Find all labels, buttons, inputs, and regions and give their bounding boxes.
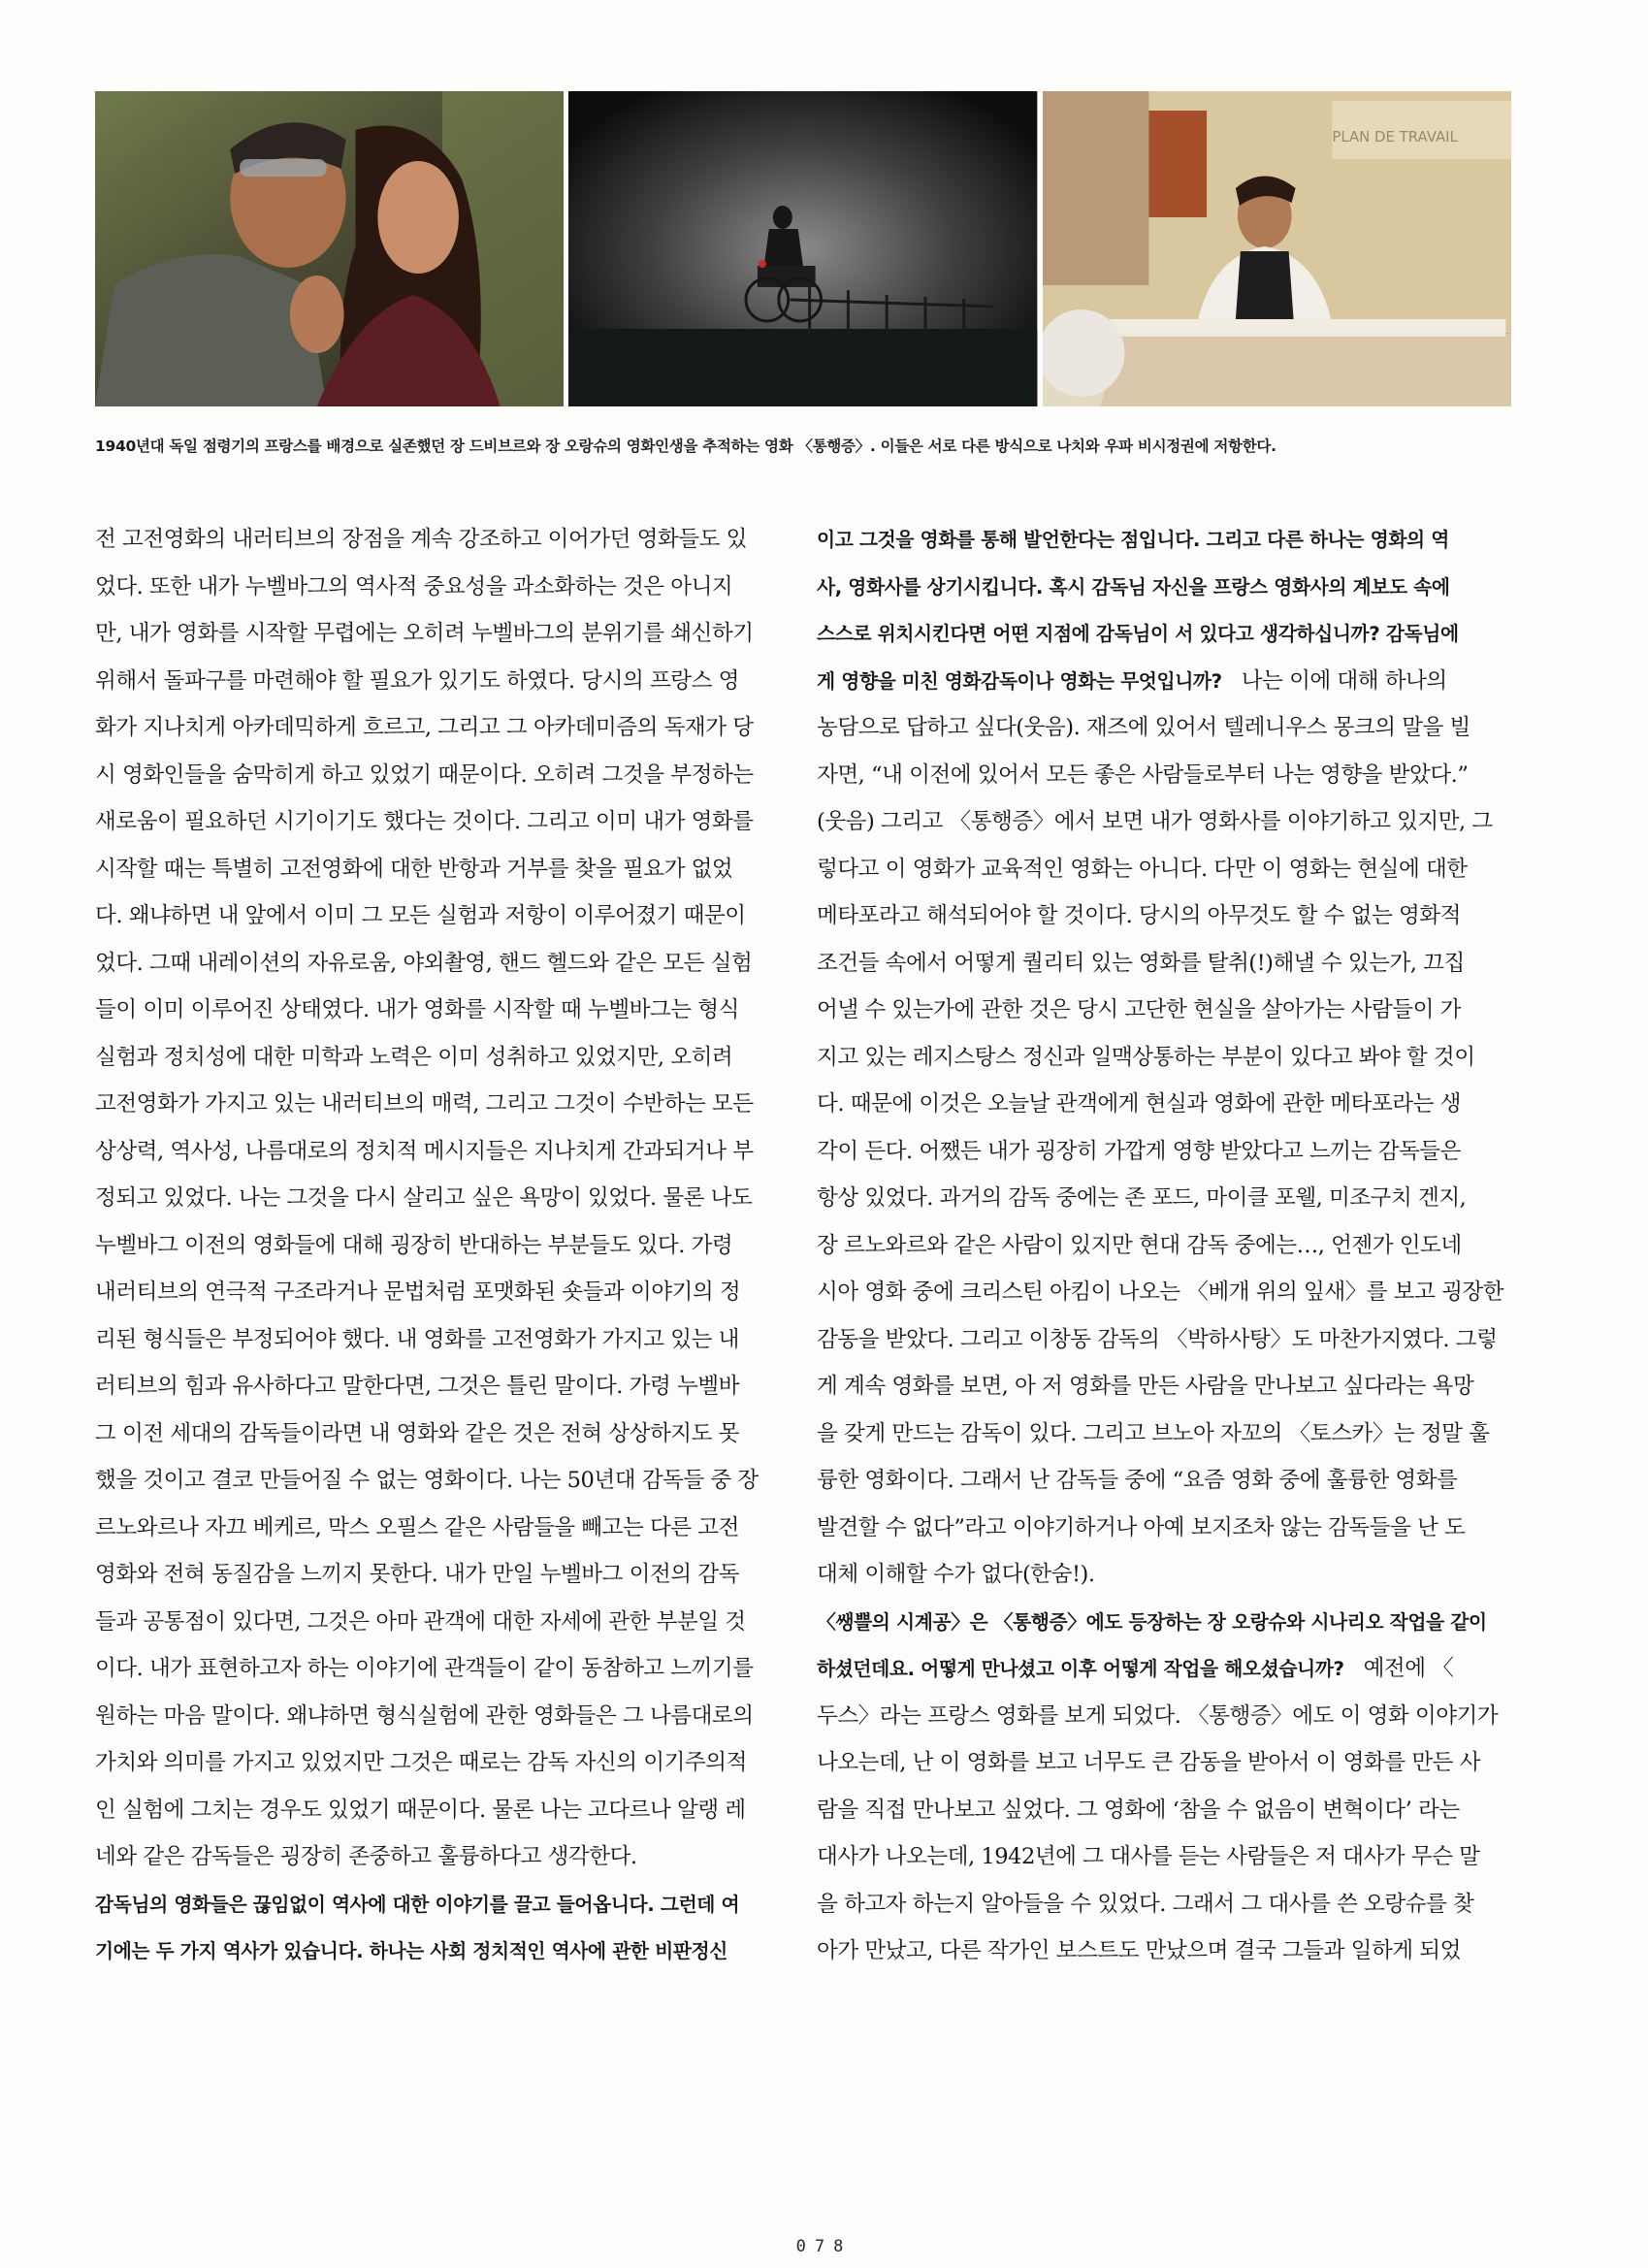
article-column-left [95,516,792,1975]
answer-text: 새로움이 필요하던 시기이기도 했다는 것이다. 그리고 이미 내가 영화를 [95,809,754,834]
body-line [817,846,1513,893]
answer-text: 정되고 있었다. 나는 그것을 다시 살리고 싶은 욕망이 있었다. 물론 나도 [95,1185,753,1211]
answer-text: 인 실험에 그치는 경우도 있었기 때문이다. 물론 나는 고다르나 알랭 레 [95,1797,746,1823]
body-line [95,704,792,752]
answer-text: 람을 직접 만나보고 싶었다. 그 영화에 ‘참을 수 없음이 변혁이다’ 라는 [817,1797,1460,1823]
question-line [817,516,1513,564]
answer-text: 위해서 돌파구를 마련해야 할 필요가 있기도 하였다. 당시의 프랑스 영 [95,667,739,694]
answer-text: 농담으로 답하고 싶다(웃음). 재즈에 있어서 텔레니우스 몽크의 말을 빌 [817,715,1470,740]
body-line [95,752,792,799]
answer-text: 각이 든다. 어쨌든 내가 굉장히 가깝게 영향 받았다고 느끼는 감독들은 [817,1138,1461,1164]
answer-text: 러티브의 힘과 유사하다고 말한다면, 그것은 틀린 말이다. 가령 누벨바 [95,1374,739,1399]
body-line [95,1645,792,1693]
answer-text: 지고 있는 레지스탕스 정신과 일맥상통하는 부분이 있다고 봐야 할 것이 [817,1044,1475,1070]
body-line [817,940,1513,988]
answer-text: 대체 이해할 수가 없다(한숨!). [817,1562,1095,1587]
answer-text: 네와 같은 감독들은 굉장히 존중하고 훌륭하다고 생각한다. [95,1844,637,1869]
answer-text: 이다. 내가 표현하고자 하는 이야기에 관객들이 같이 동참하고 느끼기를 [95,1656,754,1681]
body-line [817,798,1513,846]
answer-text: 게 계속 영화를 보면, 아 저 영화를 만든 사람을 만나보고 싶다라는 욕망 [817,1374,1474,1399]
answer-text: 시작할 때는 특별히 고전영화에 대한 반항과 거부를 찾을 필요가 없었 [95,856,733,882]
answer-text: 나는 이에 대해 하나의 [1221,667,1447,694]
answer-text: 장 르노와르와 같은 사람이 있지만 현대 감독 중에는…, 언젠가 인도네 [817,1232,1462,1258]
answer-text: 했을 것이고 결코 만들어질 수 없는 영화이다. 나는 50년대 감독들 중 장 [95,1468,759,1493]
answer-text: 렇다고 이 영화가 교육적인 영화는 아니다. 다만 이 영화는 현실에 대한 [817,856,1468,882]
question-line [95,1881,792,1928]
answer-text: 들이 이미 이루어진 상태였다. 내가 영화를 시작할 때 누벨바그는 형식 [95,997,739,1022]
answer-text: 다. 때문에 이것은 오늘날 관객에게 현실과 영화에 관한 메타포라는 생 [817,1091,1461,1117]
body-line [95,987,792,1034]
body-line [95,1034,792,1082]
answer-text: 르노와르나 자끄 베케르, 막스 오필스 같은 사람들을 빼고는 다른 고전 [95,1514,739,1540]
answer-text: 내러티브의 연극적 구조라거나 문법처럼 포맷화된 숏들과 이야기의 정 [95,1280,741,1305]
answer-text: 다. 왜냐하면 내 앞에서 이미 그 모든 실험과 저항이 이루어졌기 때문이 [95,903,746,928]
question-text: 〈쌩쁠의 시계공〉은 〈통행증〉에도 등장하는 장 오랑슈와 시나리오 작업을 같이 [817,1610,1487,1634]
question-text: 이고 그것을 영화를 통해 발언한다는 점입니다. 그리고 다른 하나는 영화의 역 [817,529,1449,551]
body-line [817,1551,1513,1599]
answer-text: 예전에 〈 [1343,1656,1454,1681]
answer-text: (웃음) 그리고 〈통행증〉에서 보면 내가 영화사를 이야기하고 있지만, 그 [817,809,1493,834]
body-line [95,1081,792,1128]
body-line [817,1833,1513,1881]
body-line [817,1505,1513,1552]
body-line [817,1787,1513,1834]
body-line [817,1881,1513,1928]
body-line [817,1739,1513,1787]
body-line [95,846,792,893]
body-line [95,1551,792,1599]
answer-text: 었다. 그때 내레이션의 자유로움, 야외촬영, 핸드 헬드와 같은 모든 실험 [95,950,753,976]
question-text: 감독님의 영화들은 끊임없이 역사에 대한 이야기를 끌고 들어옵니다. 그런데 여 [95,1893,740,1916]
answer-text: 발견할 수 없다”라고 이야기하거나 아예 보지조차 않는 감독들을 난 도 [817,1514,1466,1540]
answer-text: 누벨바그 이전의 영화들에 대해 굉장히 반대하는 부분들도 있다. 가령 [95,1232,733,1258]
question-line [817,658,1513,705]
answer-text: 영화와 전혀 동질감을 느끼지 못한다. 내가 만일 누벨바그 이전의 감독 [95,1562,739,1587]
body-line [95,1222,792,1270]
body-line [95,610,792,658]
answer-text: 고전영화가 가지고 있는 내러티브의 매력, 그리고 그것이 수반하는 모든 [95,1091,754,1117]
answer-text: 어낼 수 있는가에 관한 것은 당시 고단한 현실을 살아가는 사람들이 가 [817,997,1461,1022]
body-line [95,658,792,705]
question-line [95,1928,792,1975]
body-line [817,1363,1513,1410]
answer-text: 두스〉라는 프랑스 영화를 보게 되었다. 〈통행증〉에도 이 영화 이야기가 [817,1702,1499,1729]
body-line [95,564,792,611]
question-text: 게 영향을 미친 영화감독이나 영화는 무엇입니까? [817,669,1222,693]
photo-man-at-desk [1043,91,1511,406]
answer-text: 만, 내가 영화를 시작할 무렵에는 오히려 누벨바그의 분위기를 쇄신하기 [95,621,754,646]
answer-text: 을 하고자 하는지 알아들을 수 있었다. 그래서 그 대사를 쓴 오랑슈를 찾 [817,1891,1474,1917]
answer-text: 원하는 마음 말이다. 왜냐하면 형식실험에 관한 영화들은 그 나름대로의 [95,1702,754,1729]
question-text: 기에는 두 가지 역사가 있습니다. 하나는 사회 정치적인 역사에 관한 비판정신 [95,1940,727,1962]
answer-text: 아가 만났고, 다른 작가인 보스트도 만났으며 결국 그들과 일하게 되었 [817,1938,1461,1963]
body-line [95,892,792,940]
question-text: 하셨던데요. 어떻게 만나셨고 이후 어떻게 작업을 해오셨습니까? [817,1658,1344,1680]
answer-text: 자면, “내 이전에 있어서 모든 좋은 사람들로부터 나는 영향을 받았다.” [817,761,1469,788]
page-number: 078 [795,2237,853,2256]
answer-text: 륭한 영화이다. 그래서 난 감독들 중에 “요즘 영화 중에 훌륭한 영화를 [817,1468,1458,1493]
body-line [817,1175,1513,1222]
answer-text: 시아 영화 중에 크리스틴 아킴이 나오는 〈베개 위의 잎새〉를 보고 굉장한 [817,1280,1504,1305]
answer-text: 감동을 받았다. 그리고 이창동 감독의 〈박하사탕〉도 마찬가지였다. 그렇 [817,1326,1498,1352]
body-line [95,1787,792,1834]
body-line [817,1034,1513,1082]
answer-text: 실험과 정치성에 대한 미학과 노력은 이미 성취하고 있었지만, 오히려 [95,1044,733,1070]
answer-text: 가치와 의미를 가지고 있었지만 그것은 때로는 감독 자신의 이기주의적 [95,1750,747,1775]
photo-strip [95,91,1511,406]
body-line [95,1833,792,1881]
plan-de-travail-sign: PLAN DE TRAVAIL [1332,127,1458,146]
body-line [817,1316,1513,1364]
answer-text: 나오는데, 난 이 영화를 보고 너무도 큰 감동을 받아서 이 영화를 만든 사 [817,1750,1480,1775]
body-line [817,1693,1513,1740]
body-line [817,1269,1513,1316]
body-line [95,1175,792,1222]
body-line [95,1269,792,1316]
body-line [95,1363,792,1410]
body-line [95,1128,792,1176]
body-line [817,892,1513,940]
body-line [95,1693,792,1740]
body-line [817,1081,1513,1128]
answer-text: 메타포라고 해석되어야 할 것이다. 당시의 아무것도 할 수 없는 영화적 [817,903,1461,928]
answer-text: 화가 지나치게 아카데믹하게 흐르고, 그리고 그 아카데미즘의 독재가 당 [95,715,754,740]
body-line [95,1739,792,1787]
question-line [817,564,1513,611]
body-line [817,752,1513,799]
body-line [817,1928,1513,1975]
photo-caption: 1940년대 독일 점령기의 프랑스를 배경으로 실존했던 장 드비브르와 장 오랑슈의 영화인생을 추적하는 영화 〈통행증〉. 이들은 서로 다른 방식으로 나치와 우파 비시정권에 저항한다. [95,437,1276,455]
body-line [817,1410,1513,1458]
answer-text: 항상 있었다. 과거의 감독 중에는 존 포드, 마이클 포웰, 미조구치 겐지, [817,1185,1467,1211]
body-line [817,1222,1513,1270]
body-line [817,1128,1513,1176]
body-line [95,516,792,564]
question-text: 사, 영화사를 상기시킵니다. 혹시 감독님 자신을 프랑스 영화사의 계보도 속에 [817,575,1450,599]
body-line [95,1316,792,1364]
body-line [817,704,1513,752]
answer-text: 그 이전 세대의 감독들이라면 내 영화와 같은 것은 전혀 상상하지도 못 [95,1420,739,1446]
answer-text: 조건들 속에서 어떻게 퀄리티 있는 영화를 탈취(!)해낼 수 있는가, 끄집 [817,950,1465,976]
answer-text: 었다. 또한 내가 누벨바그의 역사적 중요성을 과소화하는 것은 아니지 [95,573,733,599]
body-line [95,940,792,988]
photo-cyclist-in-fog [568,91,1037,406]
body-line [817,1457,1513,1505]
question-text: 스스로 위치시킨다면 어떤 지점에 감독님이 서 있다고 생각하십니까? 감독님에 [817,623,1459,645]
article-column-right [817,516,1513,1975]
question-line [817,610,1513,658]
answer-text: 전 고전영화의 내러티브의 장점을 계속 강조하고 이어가던 영화들도 있 [95,527,747,552]
body-line [95,1457,792,1505]
body-line [95,1505,792,1552]
answer-text: 리된 형식들은 부정되어야 했다. 내 영화를 고전영화가 가지고 있는 내 [95,1326,739,1352]
answer-text: 상상력, 역사성, 나름대로의 정치적 메시지들은 지나치게 간과되거나 부 [95,1138,754,1164]
body-line [817,987,1513,1034]
answer-text: 대사가 나오는데, 1942년에 그 대사를 듣는 사람들은 저 대사가 무슨 말 [817,1844,1480,1869]
body-line [95,1410,792,1458]
body-line [95,1599,792,1646]
body-line [95,798,792,846]
question-line [817,1645,1513,1693]
answer-text: 을 갖게 만드는 감독이 있다. 그리고 브노아 자꼬의 〈토스카〉는 정말 훌 [817,1420,1490,1446]
question-line [817,1599,1513,1646]
answer-text: 들과 공통점이 있다면, 그것은 아마 관객에 대한 자세에 관한 부분일 것 [95,1608,746,1635]
answer-text: 시 영화인들을 숨막히게 하고 있었기 때문이다. 오히려 그것을 부정하는 [95,761,754,788]
photo-couple-embrace [95,91,564,406]
